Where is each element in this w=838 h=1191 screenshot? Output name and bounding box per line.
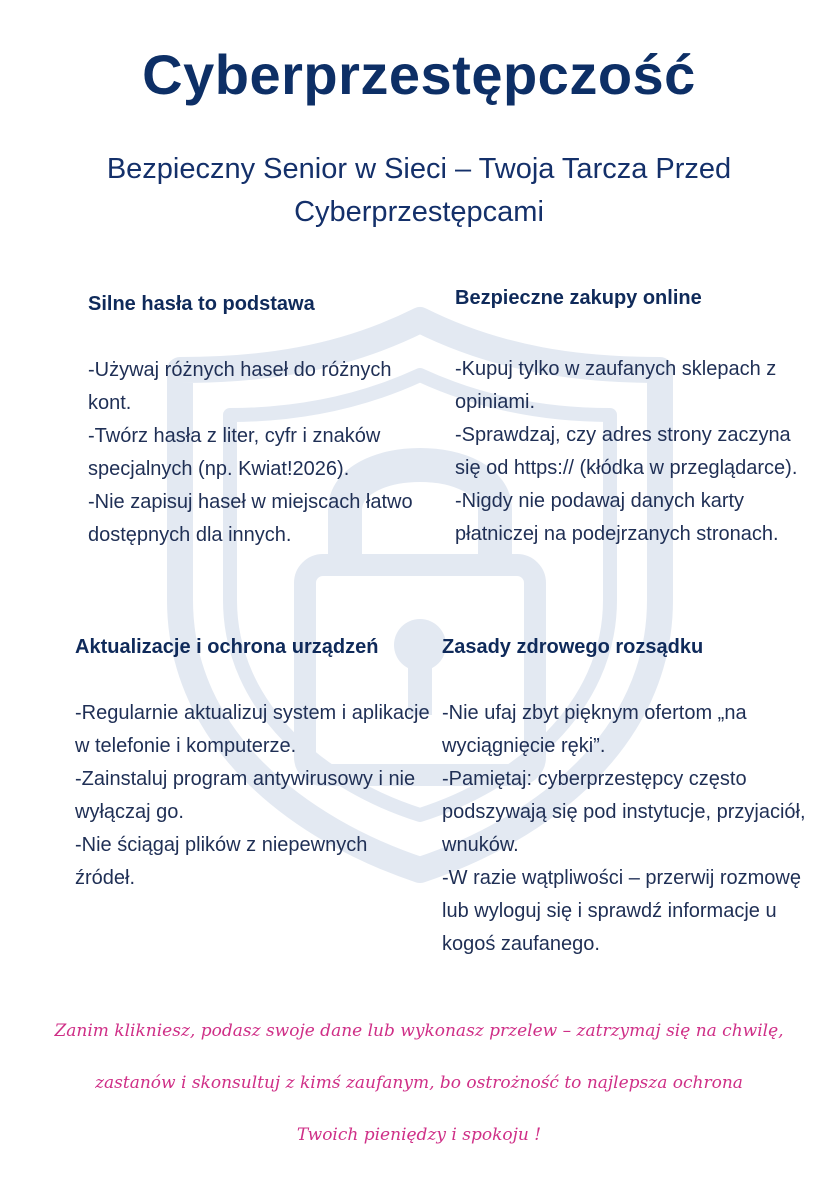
section-heading: Bezpieczne zakupy online <box>455 287 702 309</box>
page-subtitle: Bezpieczny Senior w Sieci – Twoja Tarcza Przed Cyberprzestępcami <box>106 153 732 228</box>
page-title: Cyberprzestępczość <box>142 43 696 106</box>
section-common-sense <box>442 631 822 961</box>
closing-line: zastanów i skonsultuj z kimś zaufanym, bo ostrożność to najlepsza ochrona <box>95 1073 743 1093</box>
closing-message <box>20 1005 818 1161</box>
section-line: -Zainstaluj program antywirusowy i nie wyłączaj go. <box>75 768 416 823</box>
section-line: -Sprawdzaj, czy adres strony zaczyna się od https:// (kłódka w przeglądarce). <box>455 424 798 479</box>
section-heading: Silne hasła to podstawa <box>88 293 315 315</box>
section-line: -Pamiętaj: cyberprzestępcy często podszywają się pod instytucje, przyjaciół, wnuków. <box>442 768 806 856</box>
section-line: -Nie zapisuj haseł w miejscach łatwo dostępnych dla innych. <box>88 491 413 546</box>
section-updates <box>75 631 430 895</box>
section-line: -W razie wątpliwości – przerwij rozmowę lub wyloguj się i sprawdź informacje u kogoś zaufanego. <box>442 867 801 955</box>
section-heading: Zasady zdrowego rozsądku <box>442 636 704 658</box>
section-online-shopping <box>455 282 815 551</box>
section-line: -Regularnie aktualizuj system i aplikacje w telefonie i komputerze. <box>75 702 430 757</box>
section-line: -Nie ściągaj plików z niepewnych źródeł. <box>75 834 368 889</box>
closing-line: Zanim klikniesz, podasz swoje dane lub wykonasz przelew – zatrzymaj się na chwilę, <box>54 1021 784 1041</box>
closing-line: Twoich pieniędzy i spokoju ! <box>296 1125 542 1145</box>
section-line: -Nie ufaj zbyt pięknym ofertom „na wyciągnięcie ręki”. <box>442 702 747 757</box>
section-line: -Używaj różnych haseł do różnych kont. <box>88 359 392 414</box>
section-heading: Aktualizacje i ochrona urządzeń <box>75 636 379 658</box>
section-line: -Nigdy nie podawaj danych karty płatniczej na podejrzanych stronach. <box>455 490 779 545</box>
section-line: -Kupuj tylko w zaufanych sklepach z opiniami. <box>455 358 777 413</box>
section-line: -Twórz hasła z liter, cyfr i znaków specjalnych (np. Kwiat!2026). <box>88 425 381 480</box>
section-passwords <box>88 288 428 552</box>
